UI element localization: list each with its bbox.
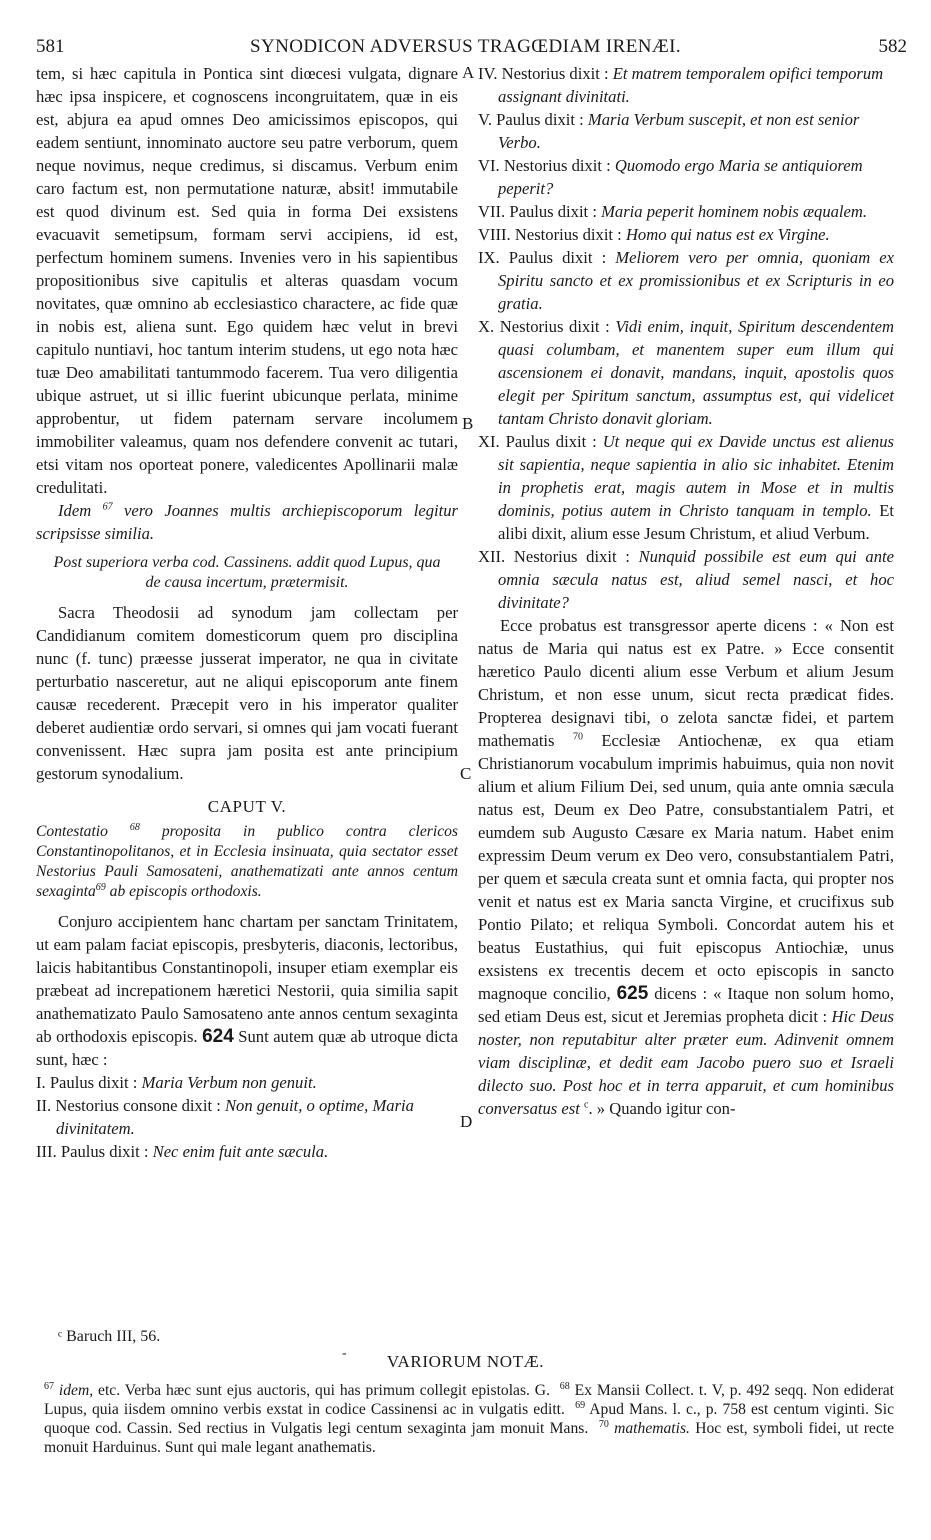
page-number-left: 581 — [36, 36, 65, 57]
list-item: III. Paulus dixit : Nec enim fuit ante sæcula. — [36, 1142, 329, 1161]
list-item: I. Paulus dixit : Maria Verbum non genuit. — [36, 1073, 317, 1092]
list-item: II. Nestorius consone dixit : Non genuit, o optime, Maria divinitatem. — [36, 1096, 414, 1138]
note-69: $^{69}$ Apud Mans. l. c., p. 758 est centum viginti. Sic quoque cod. Cassin. Sed rectius in Vulgatis legi centum sexaginta jam monuit Mans. — [44, 1399, 895, 1437]
list-item: X. Nestorius dixit : Vidi enim, inquit, Spiritum descendentem quasi columbam, et manentem super eum illum qui ascensionem ei donavit, mandans, inquit, apostolis quos elegit per Spiritum sanctum, assumptus est, qui videlicet tantam Christo donavit gloriam. — [478, 317, 894, 428]
page-number-right: 582 — [878, 36, 907, 57]
running-header — [0, 36, 931, 60]
running-title: SYNODICON ADVERSUS TRAGŒDIAM IRENÆI. — [249, 36, 682, 57]
column-number-624: 624 — [202, 1026, 234, 1047]
list-item: XI. Paulus dixit : Ut neque qui ex Davide unctus est alienus sit sapientia, neque sapientia in alio sic inhabitet. Etenim in prophetis erat, magis autem in Mose et in multis dominis, potius autem in Christo tanquam in templo. Et alibi dixit, alium esse Jesum Christum, et aliud Verbum. — [478, 432, 894, 543]
note-67: $^{67}$ idem, etc. Verba hæc sunt ejus auctoris, qui has primum collegit epistolas. G. — [44, 1380, 550, 1399]
list-item: IV. Nestorius dixit : Et matrem temporalem opifici temporum assignant divinitati. — [478, 64, 884, 106]
notes-title: VARIORUM NOTÆ. — [386, 1352, 545, 1371]
post-superiora-note: Post superiora verba cod. Cassinens. addit quod Lupus, qua de causa incertum, prætermisit. — [53, 554, 441, 591]
note-70: $^{70}$ mathematis. Hoc est, symboli fidei, ut recte monuit Harduinus. Sunt qui male legant anathematis. — [44, 1418, 894, 1456]
right-paragraph-1: Ecce probatus est transgressor aperte dicens : « Non est natus de Maria qui natus est ex Patre. » Ecce consentit hæretico Paulo dicenti alium esse Verbum et alium Jesum Christum, et non esse unum, sicut recta prædicat fides. Propterea designavi tibi, o zelota sanctæ fidei, et partem mathematis $^{70}$ Ecclesiæ Antiochenæ, ex qua etiam Christianorum vocabulum imprimis habuimus, quia non novit alium et alium Filium Dei, sed unum, quia ante omnia sæcula natus est, Deum ex Deo Patre, consubstantialem Patri, et eumdem sub Augusto Cæsare ex Maria natum. Habet enim expressim Deum verum ex Deo vero, consubstantialem Patri, per quem et sæcula creata sunt et omnia facta, qui propter nos venit et natus est ex Maria sancta Virgine, et crucifixus sub Pontio Pilato; et reliqua Symboli. Concordat autem his et beatus Eustathius, qui fuit episcopus Antiochiæ, unus exsistens ex trecentis decem et octo episcopis in sancto magnoque concilio, 625 dicens : « Itaque non solum homo, sed etiam Deus est, sicut et Jeremias propheta dicit : Hic Deus noster, non reputabitur alter præter eum. Adinvenit omnem viam disciplinæ, et dedit eam Jacobo puero suo et Israeli dilecto suo. Post hoc et in terra apparuit, et cum hominibus conversatus est $^c$. » Quando igitur con- — [478, 616, 894, 1118]
list-item: IX. Paulus dixit : Meliorem vero per omnia, quoniam ex Spiritu sancto et ex promissionibus et ex Scripturis in eo gratia. — [478, 248, 894, 313]
list-item: VI. Nestorius dixit : Quomodo ergo Maria se antiquiorem peperit? — [478, 156, 863, 198]
left-paragraph-2: Sacra Theodosii ad synodum jam collectam per Candidianum comitem domesticorum quem pro disciplina nunc (f. tunc) præesse jusserat imperator, ne qua in civitate perturbatio nasceretur, aut ne aliqui episcoporum ante finem causæ recederent. Præcepit vero in his imperator qualiter deberet audientiæ ordo servari, si omnes qui jam vocati fuerant convenissent. Hæc supra jam posita est ante principium gestorum synodalium. — [36, 603, 458, 783]
list-item: VIII. Nestorius dixit : Homo qui natus est ex Virgine. — [478, 225, 830, 244]
caput-summary: Contestatio $^{68}$ proposita in publico contra clericos Constantinopolitanos, et in Ecclesia insinuata, quia sectator esset Nestorius Pauli Samosateni, anathematizati ante annos centum sexaginta$^{69}$ ab episcopis orthodoxis. — [36, 821, 458, 900]
variorum-notes — [44, 1381, 894, 1457]
list-item: V. Paulus dixit : Maria Verbum suscepit, et non est senior Verbo. — [478, 110, 860, 152]
note-68: $^{68}$ Ex Mansii Collect. t. V, p. 492 seqq. Non ediderat Lupus, quia iisdem omnino verbis exstat in codice Cassinensi ac in vulgatis editt. — [44, 1380, 895, 1418]
margin-letter-d: D — [460, 1112, 473, 1131]
margin-letter-a: A — [462, 63, 475, 82]
list-item: XII. Nestorius dixit : Nunquid possibile est eum qui ante omnia sæcula natus est, aliud semel nasci, et hoc divinitate? — [478, 547, 894, 612]
margin-letter-b: B — [462, 414, 474, 433]
idem-note: Idem $^{67}$ vero Joannes multis archiepiscoporum legitur scripsisse similia. — [36, 501, 458, 543]
left-column — [36, 62, 458, 1163]
margin-letter-c: C — [460, 764, 472, 783]
right-column — [478, 62, 894, 1120]
left-paragraph-3: Conjuro accipientem hanc chartam per sanctam Trinitatem, ut eam palam faciat episcopis, presbyteris, diaconis, lectoribus, laicis habitantibus Constantinopoli, insuper etiam exemplar eis præbeat ad increpationem hæretici Nestorii, quia similia sapit anathematizato Paulo Samosateno ante annos centum sexaginta ab orthodoxis episcopis. 624 Sunt autem quæ ab utroque dicta sunt, hæc : — [36, 912, 458, 1069]
footnote-c: ᶜ Baruch III, 56. — [58, 1328, 161, 1345]
left-paragraph-1: tem, si hæc capitula in Pontica sint diœcesi vulgata, dignare hæc ipsa inspicere, et cognoscens incongruitatem, quæ in eis est, abjura ea apud omnes Deo amicissimos episcopos, qui eadem sentiunt, innominato auctore seu patre verborum, quem neque novimus, neque credimus, si discamus. Verbum enim caro factum est, non permutatione naturæ, absit! immutabile est quod divinum est. Sed quia in forma Dei exsistens evacuavit semetipsum, formam servi accipiens, id est, perfectum hominem sumens. Invenies vero in his sapientibus propositionibus sive capitulis et alteras quasdam vocum novitates, quæ omnino ab ecclesiastico charactere, ac fide quæ in nobis est, aliena sunt. Ego quidem hæc velut in brevi capitulo nuntiavi, hoc tantum interim studens, ut ego nota hæc tuæ Deo amabilitati tantummodo facerem. Tua vero diligentia ubique astruet, ut si illic fuerint ubicunque perlata, minime approbentur, ut fidem paternam servare incolumem immobiliter valeamus, quam nos defendere convenit ac tutari, etsi vitam nos oporteat ponere, valedicentes Apollinarii malæ credulitati. — [36, 64, 458, 497]
column-number-625: 625 — [616, 983, 649, 1004]
list-item: VII. Paulus dixit : Maria peperit hominem nobis æqualem. — [478, 202, 868, 221]
separator-mark: - — [342, 1346, 347, 1361]
caput-heading: CAPUT V. — [207, 797, 287, 816]
